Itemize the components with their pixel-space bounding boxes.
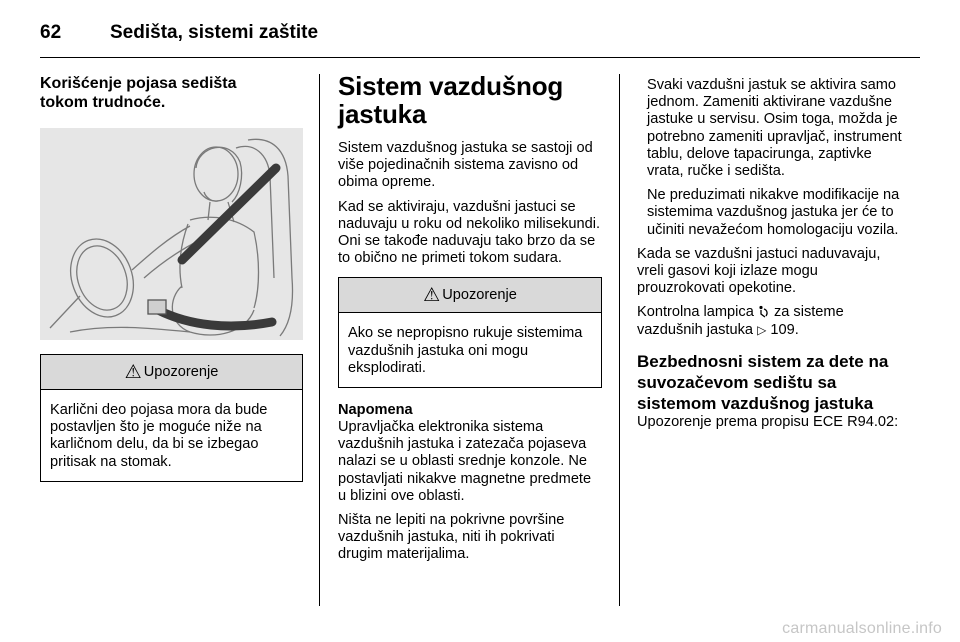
paragraph: Upozorenje prema propisu ECE R94.02: (637, 413, 899, 430)
column-1 (40, 72, 303, 482)
pregnancy-warning-box (40, 354, 303, 482)
pregnancy-heading (40, 74, 303, 112)
child-restraint-heading: Bezbednosni sistem za dete na suvozačevom sedištu sa sistemom vazdušnog jastuka (637, 351, 889, 413)
page-number: 62 (40, 22, 62, 43)
warning-body (339, 313, 601, 387)
pregnant-woman-seatbelt-illustration (40, 128, 303, 340)
column-divider (319, 74, 320, 606)
note-paragraph: Upravljačka elektronika sistema vazdušnih jastuka i zatezača pojaseva nalazi se u oblasti srednje konzole. Ne postavljati nikakve magnetne predmete u blizini ove oblasti. (338, 419, 592, 504)
paragraph: Kad se aktiviraju, vazdušni jastuci se naduvaju u roku od nekoliko milisekundi. Oni se takođe naduvaju tako brzo da se to obično ne primeti tokom sudara. (338, 198, 601, 267)
page-reference-arrow-icon: ▷ (757, 322, 767, 337)
airbag-warning-box (338, 277, 602, 388)
note-title: Napomena (338, 402, 413, 419)
paragraph: Ne preduzimati nikakve modifikacije na sistemima vazdušnog jastuka jer će to učiniti nevažećom homologaciju vozila. (647, 187, 900, 238)
indented-block (637, 77, 905, 239)
paragraph: Kada se vazdušni jastuci naduvavaju, vreli gasovi koji izlaze mogu prouzrokovati opekotine. (637, 245, 881, 297)
airbag-system-heading (338, 72, 602, 128)
paragraph: Sistem vazdušnog jastuka se sastoji od više pojedinačnih sistema zavisno od obima opreme. (338, 140, 593, 191)
note-paragraph: Ništa ne lepiti na pokrivne površine vazdušnih jastuka, niti ih pokrivati drugim materijalima. (338, 512, 565, 563)
pregnancy-heading-line2: tokom trudnoće. (40, 94, 166, 111)
header-title: Sedišta, sistemi zaštite (110, 22, 319, 43)
column-3 (637, 77, 905, 438)
airbag-heading-line1: Sistem vazdušnog (338, 71, 564, 101)
warning-text: Karlični deo pojasa mora da bude postavljen što je moguće niže na karličnom delu, da bi se izbegao pritisak na stomak. (50, 402, 268, 470)
lamp-text: za sisteme vazdušnih jastuka (637, 304, 844, 338)
airbag-heading-line2: jastuka (338, 99, 427, 129)
warning-text: Ako se nepropisno rukuje sistemima vazdušnih jastuka oni mogu eksplodirati. (348, 325, 583, 376)
watermark: carmanualsonline.info (782, 620, 942, 637)
warning-triangle-icon: ⚠ (124, 361, 142, 383)
warning-triangle-icon: ⚠ (423, 284, 441, 306)
paragraph: Svaki vazdušni jastuk se aktivira samo jednom. Zameniti aktivirane vazdušne jastuke u servisu. Osim toga, možda je potrebno zameniti upravljač, instrument tablu, delove tapacirunga, zaptivke vrata, ručke i sedišta. (647, 77, 902, 180)
warning-header (339, 278, 601, 313)
column-divider (619, 74, 620, 606)
warning-title: Upozorenje (143, 364, 219, 380)
warning-lamp-paragraph (637, 304, 905, 338)
header-rule (40, 57, 920, 58)
column-2 (338, 72, 602, 571)
lamp-text: Kontrolna lampica (637, 304, 754, 321)
pregnancy-heading-line1: Korišćenje pojasa sedišta (40, 75, 237, 92)
page-header (40, 18, 920, 58)
warning-title: Upozorenje (442, 287, 517, 304)
warning-body (41, 390, 302, 481)
airbag-warning-lamp-icon (758, 304, 774, 320)
warning-header (41, 355, 302, 390)
page-reference-link[interactable]: 109. (770, 321, 799, 338)
